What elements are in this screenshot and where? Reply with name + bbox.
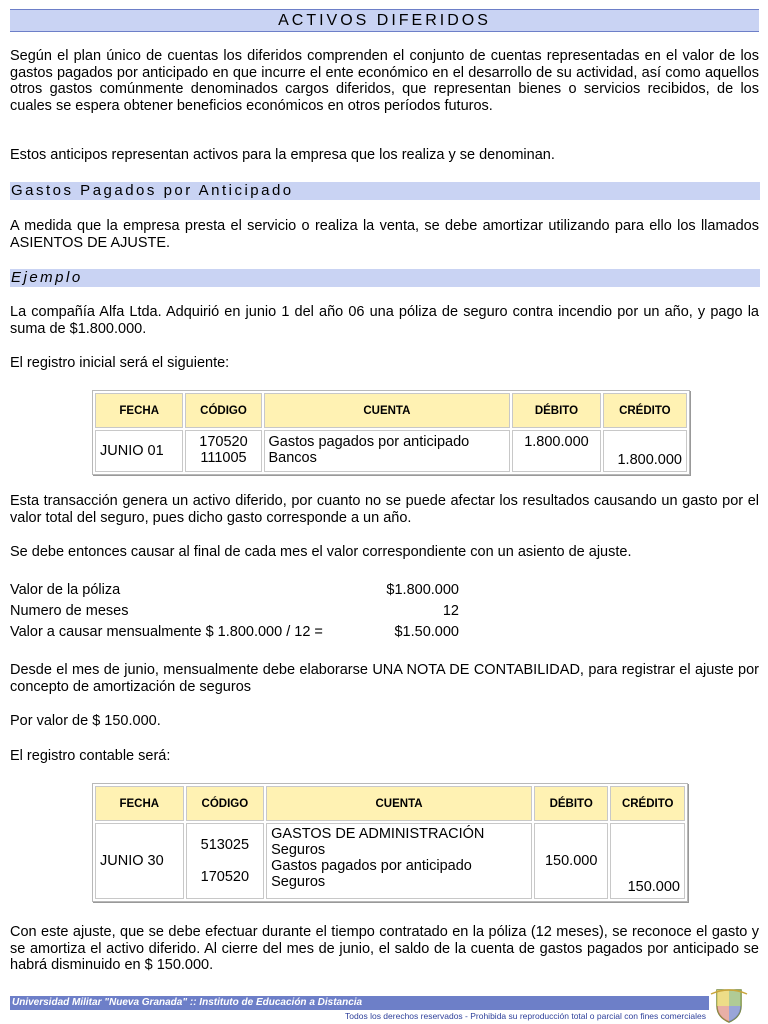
university-crest-icon — [709, 984, 749, 1024]
cuenta-line: Seguros — [271, 842, 326, 858]
header-credito: CRÉDITO — [603, 393, 687, 428]
header-cuenta: CUENTA — [264, 393, 511, 428]
calc-meses-label: Numero de meses — [10, 603, 129, 619]
ledger-table-initial — [92, 390, 690, 475]
header-debito: DÉBITO — [534, 786, 609, 821]
cell-credito: 1.800.000 — [603, 430, 687, 472]
cuenta-line: Gastos pagados por anticipado — [271, 858, 472, 874]
header-fecha: FECHA — [95, 786, 184, 821]
gastos-paragraph: A medida que la empresa presta el servicio o realiza la venta, se debe amortizar utilizando para ello los llamados ASIENTOS DE AJUSTE. — [10, 218, 759, 251]
causar-paragraph: Se debe entonces causar al final de cada mes el valor correspondiente con un asiento de ajuste. — [10, 544, 632, 560]
footer-institution-bar: Universidad Militar "Nueva Granada" :: Instituto de Educación a Distancia — [10, 996, 709, 1010]
cell-cuenta — [264, 430, 511, 472]
cuenta-line: Seguros — [271, 874, 326, 890]
intro-paragraph: Según el plan único de cuentas los diferidos comprenden el conjunto de cuentas representadas en el valor de los gastos pagados por anticipado en que incurre el ente económico en el desarrollo de su actividad, así como aquellos otros gastos comúnmente denominados cargos diferidos, que representan bienes o servicios recibidos, de los cuales se espera obtener beneficios económicos en otros períodos futuros. — [10, 48, 759, 114]
transaccion-paragraph: Esta transacción genera un activo diferido, por cuanto no se puede afectar los resultados causando un gasto por el valor total del seguro, pues dicho gasto corresponde a un año. — [10, 493, 759, 526]
registro-inicial-text: El registro inicial será el siguiente: — [10, 355, 230, 371]
section-heading-gastos: Gastos Pagados por Anticipado — [10, 182, 760, 200]
por-valor-text: Por valor de $ 150.000. — [10, 713, 161, 729]
cell-fecha: JUNIO 30 — [95, 823, 184, 899]
ledger-table-adjustment — [92, 783, 688, 902]
cell-debito: 150.000 — [534, 823, 609, 899]
section-heading-ejemplo: Ejemplo — [10, 269, 760, 287]
calc-mensual-label: Valor a causar mensualmente $ 1.800.000 / 12 = — [10, 624, 323, 640]
codigo-line: 170520 — [200, 869, 250, 885]
cell-credito: 150.000 — [610, 823, 685, 899]
header-debito: DÉBITO — [512, 393, 600, 428]
codigo-line: 170520 — [199, 434, 248, 450]
codigo-line: 111005 — [200, 450, 247, 466]
header-fecha: FECHA — [95, 393, 183, 428]
cuenta-line: Bancos — [268, 450, 317, 466]
cuenta-line: Gastos pagados por anticipado — [268, 434, 470, 450]
cuenta-line: GASTOS DE ADMINISTRACIÓN — [271, 826, 485, 842]
cell-fecha: JUNIO 01 — [95, 430, 183, 472]
codigo-line: 513025 — [200, 837, 250, 853]
header-codigo: CÓDIGO — [186, 786, 265, 821]
anticipos-paragraph: Estos anticipos representan activos para la empresa que los realiza y se denominan. — [10, 147, 555, 163]
page-title: ACTIVOS DIFERIDOS — [10, 9, 759, 32]
header-codigo: CÓDIGO — [185, 393, 261, 428]
example-paragraph: La compañía Alfa Ltda. Adquirió en junio 1 del año 06 una póliza de seguro contra incendio por un año, y pago la suma de $1.800.000. — [10, 304, 759, 337]
registro-contable-text: El registro contable será: — [10, 748, 171, 764]
cell-codigo — [185, 430, 261, 472]
header-cuenta: CUENTA — [266, 786, 532, 821]
calc-poliza-label: Valor de la póliza — [10, 582, 121, 598]
cell-cuenta — [266, 823, 532, 899]
closing-paragraph: Con este ajuste, que se debe efectuar durante el tiempo contratado en la póliza (12 meses), se reconoce el gasto y se amortiza el activo diferido. Al cierre del mes de junio, el saldo de la cuenta de gastos pagados por anticipado se habrá disminuido en $ 150.000. — [10, 924, 759, 973]
cell-codigo — [186, 823, 265, 899]
table-row — [95, 823, 685, 899]
header-credito: CRÉDITO — [610, 786, 685, 821]
junio-paragraph: Desde el mes de junio, mensualmente debe elaborarse UNA NOTA DE CONTABILIDAD, para registrar el ajuste por concepto de amortización de seguros — [10, 662, 759, 695]
cell-debito: 1.800.000 — [512, 430, 600, 472]
calc-poliza-value: $1.800.000 — [386, 582, 459, 598]
calc-mensual-value: $1.50.000 — [394, 624, 459, 640]
table-row — [95, 430, 687, 472]
footer-copyright-note: Todos los derechos reservados - Prohibida su reproducción total o parcial con fines comerciales — [345, 1011, 706, 1021]
calc-meses-value: 12 — [442, 603, 459, 619]
